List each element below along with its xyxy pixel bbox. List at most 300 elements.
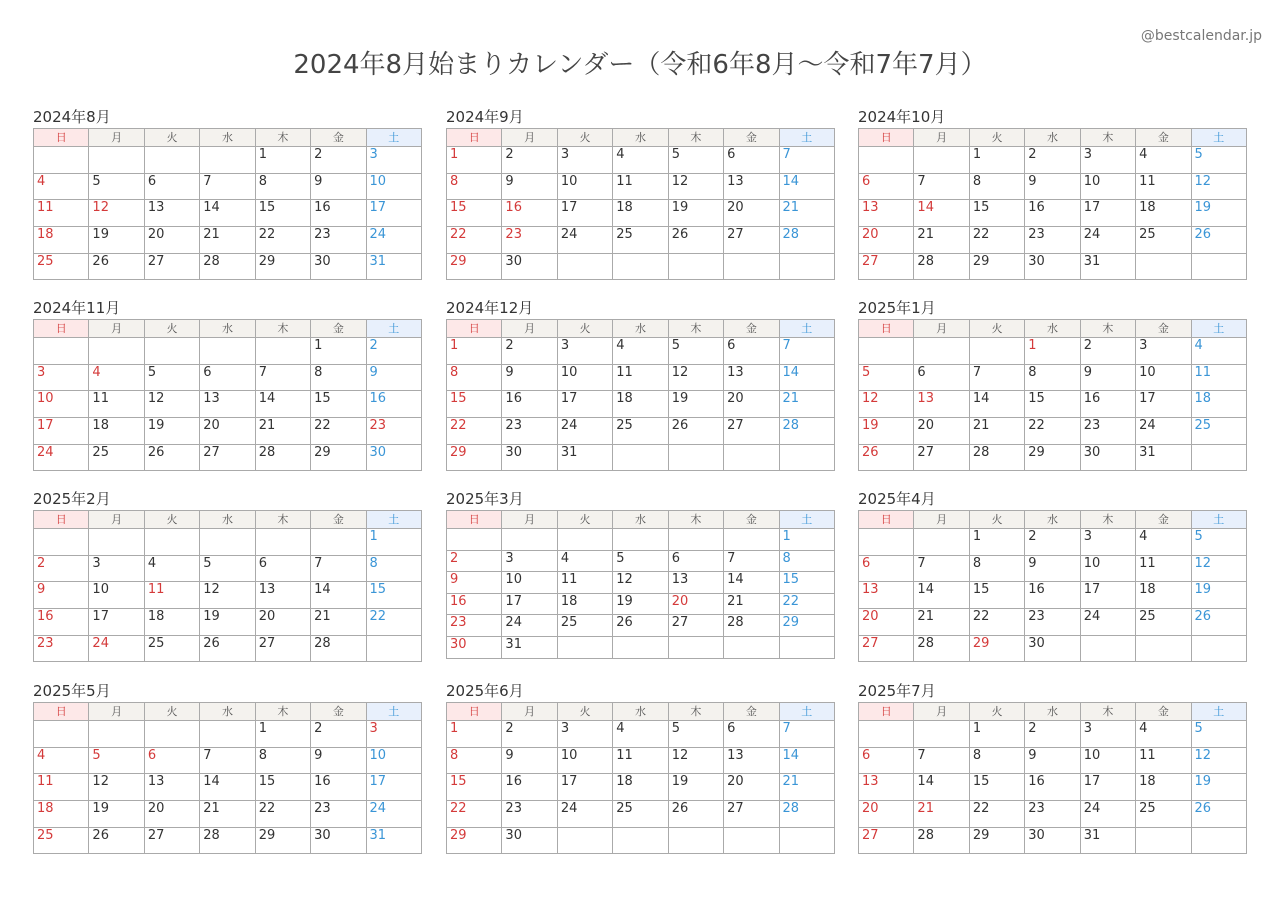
day-cell	[969, 338, 1024, 365]
weekday-header: 月	[89, 129, 144, 147]
month-calendar	[446, 106, 835, 280]
month-calendar	[33, 680, 422, 854]
day-cell: 10	[34, 391, 89, 418]
weekday-header: 土	[779, 320, 834, 338]
month-title: 2024年9月	[446, 108, 524, 126]
day-cell: 5	[144, 364, 199, 391]
day-cell: 27	[724, 801, 779, 828]
day-cell	[34, 338, 89, 365]
weekday-header: 日	[447, 703, 502, 721]
day-cell	[1191, 635, 1246, 662]
day-cell	[613, 827, 668, 854]
day-cell: 30	[447, 636, 502, 658]
month-title: 2025年7月	[858, 682, 936, 700]
day-cell: 18	[1136, 200, 1191, 227]
day-cell: 17	[1080, 200, 1135, 227]
day-cell: 17	[1080, 774, 1135, 801]
week-row	[34, 364, 422, 391]
day-cell: 20	[859, 609, 914, 636]
day-cell: 29	[447, 827, 502, 854]
day-cell: 22	[311, 418, 366, 445]
day-cell: 9	[1025, 747, 1080, 774]
day-cell: 13	[914, 391, 969, 418]
day-cell: 1	[311, 338, 366, 365]
day-cell: 22	[447, 227, 502, 254]
day-cell: 13	[724, 173, 779, 200]
day-cell: 25	[613, 801, 668, 828]
day-cell: 9	[311, 173, 366, 200]
day-cell: 11	[1136, 173, 1191, 200]
day-cell: 8	[969, 555, 1024, 582]
day-cell: 26	[144, 444, 199, 471]
day-cell: 21	[914, 801, 969, 828]
week-row	[447, 227, 835, 254]
day-cell: 25	[1136, 609, 1191, 636]
weekday-header: 火	[969, 320, 1024, 338]
day-cell: 30	[1025, 635, 1080, 662]
day-cell: 10	[89, 582, 144, 609]
day-cell: 6	[724, 338, 779, 365]
day-cell: 27	[914, 444, 969, 471]
day-cell: 9	[311, 747, 366, 774]
weekday-header: 土	[366, 511, 421, 529]
day-cell: 29	[255, 827, 310, 854]
week-row	[859, 227, 1247, 254]
month-calendar	[446, 680, 835, 854]
day-cell: 11	[613, 364, 668, 391]
day-cell	[779, 827, 834, 854]
day-cell: 14	[779, 747, 834, 774]
week-row	[34, 827, 422, 854]
day-cell: 10	[366, 747, 421, 774]
day-cell: 14	[914, 200, 969, 227]
day-cell: 29	[969, 827, 1024, 854]
day-cell: 28	[779, 227, 834, 254]
day-cell: 11	[557, 572, 612, 594]
weekday-header: 日	[447, 320, 502, 338]
day-cell: 25	[1191, 418, 1246, 445]
day-cell: 29	[779, 615, 834, 637]
weekday-header: 木	[1080, 129, 1135, 147]
day-cell: 21	[914, 227, 969, 254]
day-cell: 11	[89, 391, 144, 418]
day-cell: 28	[969, 444, 1024, 471]
day-cell: 10	[557, 173, 612, 200]
month-table	[858, 702, 1247, 854]
weekday-header: 日	[859, 320, 914, 338]
weekday-header: 土	[1191, 320, 1246, 338]
day-cell: 19	[89, 227, 144, 254]
week-row	[447, 253, 835, 280]
weekday-header: 火	[557, 129, 612, 147]
day-cell: 22	[1025, 418, 1080, 445]
week-row	[447, 721, 835, 748]
day-cell: 4	[1136, 529, 1191, 556]
day-cell: 30	[311, 827, 366, 854]
day-cell: 8	[969, 173, 1024, 200]
week-row	[34, 635, 422, 662]
day-cell: 3	[89, 555, 144, 582]
day-cell: 23	[1025, 609, 1080, 636]
day-cell: 5	[613, 550, 668, 572]
day-cell	[1136, 635, 1191, 662]
weekday-header: 土	[1191, 703, 1246, 721]
day-cell: 6	[724, 147, 779, 174]
day-cell: 7	[200, 747, 255, 774]
day-cell	[34, 529, 89, 556]
day-cell	[613, 636, 668, 658]
weekday-header: 金	[1136, 703, 1191, 721]
day-cell	[557, 253, 612, 280]
day-cell: 14	[311, 582, 366, 609]
day-cell: 23	[1025, 227, 1080, 254]
day-cell: 16	[502, 391, 557, 418]
weekday-header: 金	[1136, 320, 1191, 338]
day-cell: 21	[200, 801, 255, 828]
week-row	[447, 774, 835, 801]
day-cell: 4	[144, 555, 199, 582]
week-row	[859, 147, 1247, 174]
week-row	[34, 555, 422, 582]
month-title: 2025年3月	[446, 490, 524, 508]
week-row	[447, 593, 835, 615]
weekday-header: 月	[914, 320, 969, 338]
day-cell: 26	[1191, 227, 1246, 254]
day-cell: 5	[668, 338, 723, 365]
weekday-header: 土	[1191, 511, 1246, 529]
weekday-header: 火	[144, 129, 199, 147]
day-cell: 1	[447, 721, 502, 748]
day-cell: 12	[89, 200, 144, 227]
weekday-header: 日	[447, 129, 502, 147]
day-cell: 22	[447, 801, 502, 828]
day-cell: 4	[89, 364, 144, 391]
day-cell: 5	[1191, 721, 1246, 748]
day-cell: 6	[144, 173, 199, 200]
day-cell: 27	[724, 418, 779, 445]
weekday-header: 金	[311, 511, 366, 529]
day-cell: 24	[366, 801, 421, 828]
day-cell	[724, 253, 779, 280]
month-table	[33, 510, 422, 662]
weekday-header: 木	[668, 320, 723, 338]
day-cell: 29	[447, 444, 502, 471]
day-cell: 1	[255, 721, 310, 748]
weekday-header: 木	[1080, 703, 1135, 721]
day-cell: 24	[34, 444, 89, 471]
day-cell: 10	[1080, 747, 1135, 774]
day-cell: 7	[969, 364, 1024, 391]
week-row	[34, 253, 422, 280]
day-cell: 31	[557, 444, 612, 471]
month-title: 2025年6月	[446, 682, 524, 700]
day-cell: 31	[1136, 444, 1191, 471]
day-cell: 17	[34, 418, 89, 445]
day-cell: 28	[779, 418, 834, 445]
month-title: 2024年10月	[858, 108, 946, 126]
day-cell: 30	[366, 444, 421, 471]
day-cell: 8	[779, 550, 834, 572]
day-cell: 1	[1025, 338, 1080, 365]
weekday-header: 火	[144, 320, 199, 338]
day-cell: 3	[1136, 338, 1191, 365]
week-row	[447, 572, 835, 594]
day-cell	[557, 827, 612, 854]
day-cell: 15	[969, 582, 1024, 609]
weekday-header: 水	[1025, 320, 1080, 338]
month-table	[446, 510, 835, 659]
weekday-header: 日	[34, 511, 89, 529]
month-title: 2024年8月	[33, 108, 111, 126]
day-cell: 23	[502, 418, 557, 445]
day-cell: 7	[200, 173, 255, 200]
day-cell: 16	[1025, 774, 1080, 801]
day-cell: 3	[557, 338, 612, 365]
weekday-header: 月	[914, 703, 969, 721]
day-cell: 22	[969, 801, 1024, 828]
day-cell: 20	[200, 418, 255, 445]
day-cell: 24	[1080, 609, 1135, 636]
day-cell: 18	[613, 391, 668, 418]
month-table	[858, 510, 1247, 662]
day-cell: 5	[859, 364, 914, 391]
day-cell: 26	[668, 418, 723, 445]
day-cell	[34, 147, 89, 174]
day-cell	[613, 444, 668, 471]
week-row	[859, 721, 1247, 748]
day-cell: 27	[200, 444, 255, 471]
day-cell: 5	[1191, 529, 1246, 556]
day-cell: 3	[1080, 147, 1135, 174]
day-cell: 13	[200, 391, 255, 418]
weekday-header: 水	[200, 511, 255, 529]
day-cell	[859, 338, 914, 365]
day-cell: 2	[502, 338, 557, 365]
day-cell: 20	[144, 227, 199, 254]
day-cell: 11	[613, 173, 668, 200]
day-cell: 4	[613, 721, 668, 748]
day-cell: 25	[144, 635, 199, 662]
week-row	[859, 609, 1247, 636]
day-cell: 21	[311, 609, 366, 636]
day-cell: 10	[1080, 173, 1135, 200]
weekday-header: 水	[613, 320, 668, 338]
weekday-header: 日	[859, 511, 914, 529]
day-cell: 4	[557, 550, 612, 572]
day-cell: 15	[1025, 391, 1080, 418]
day-cell: 12	[668, 364, 723, 391]
day-cell: 7	[779, 721, 834, 748]
day-cell: 10	[557, 747, 612, 774]
week-row	[34, 774, 422, 801]
day-cell: 10	[502, 572, 557, 594]
weekday-header: 月	[89, 320, 144, 338]
weekday-header: 木	[668, 129, 723, 147]
day-cell: 26	[859, 444, 914, 471]
day-cell: 7	[914, 747, 969, 774]
weekday-header: 木	[668, 511, 723, 529]
month-title: 2024年12月	[446, 299, 534, 317]
weekday-header: 日	[859, 703, 914, 721]
day-cell	[255, 529, 310, 556]
week-row	[34, 529, 422, 556]
day-cell: 31	[502, 636, 557, 658]
day-cell: 21	[200, 227, 255, 254]
day-cell: 7	[724, 550, 779, 572]
day-cell	[200, 529, 255, 556]
day-cell: 2	[1080, 338, 1135, 365]
day-cell: 14	[724, 572, 779, 594]
day-cell: 25	[34, 827, 89, 854]
day-cell: 28	[255, 444, 310, 471]
week-row	[447, 338, 835, 365]
day-cell: 17	[502, 593, 557, 615]
day-cell: 2	[502, 721, 557, 748]
day-cell: 15	[366, 582, 421, 609]
day-cell: 25	[34, 253, 89, 280]
day-cell: 17	[366, 774, 421, 801]
day-cell: 5	[89, 173, 144, 200]
month-title: 2024年11月	[33, 299, 121, 317]
day-cell	[613, 253, 668, 280]
week-row	[34, 609, 422, 636]
day-cell: 4	[1191, 338, 1246, 365]
day-cell: 6	[859, 747, 914, 774]
day-cell: 29	[255, 253, 310, 280]
day-cell: 27	[668, 615, 723, 637]
day-cell: 30	[1025, 253, 1080, 280]
week-row	[34, 338, 422, 365]
weekday-header: 月	[502, 320, 557, 338]
day-cell: 17	[557, 774, 612, 801]
day-cell: 4	[1136, 147, 1191, 174]
day-cell: 1	[447, 147, 502, 174]
day-cell: 21	[969, 418, 1024, 445]
day-cell	[668, 827, 723, 854]
day-cell	[914, 529, 969, 556]
day-cell	[200, 338, 255, 365]
month-calendar	[33, 106, 422, 280]
day-cell: 8	[366, 555, 421, 582]
day-cell: 27	[859, 635, 914, 662]
day-cell: 31	[1080, 827, 1135, 854]
day-cell: 15	[311, 391, 366, 418]
month-table	[446, 319, 835, 471]
week-row	[447, 418, 835, 445]
week-row	[34, 444, 422, 471]
day-cell: 30	[502, 827, 557, 854]
day-cell: 12	[668, 747, 723, 774]
day-cell: 23	[1025, 801, 1080, 828]
day-cell: 20	[724, 200, 779, 227]
day-cell: 17	[557, 200, 612, 227]
day-cell	[914, 721, 969, 748]
weekday-header: 木	[668, 703, 723, 721]
day-cell: 27	[859, 253, 914, 280]
day-cell: 18	[89, 418, 144, 445]
weekday-header: 土	[779, 511, 834, 529]
weekday-header: 火	[144, 511, 199, 529]
day-cell	[89, 529, 144, 556]
day-cell: 26	[668, 227, 723, 254]
week-row	[859, 391, 1247, 418]
weekday-header: 日	[34, 129, 89, 147]
weekday-header: 土	[366, 320, 421, 338]
day-cell: 31	[366, 253, 421, 280]
day-cell: 12	[668, 173, 723, 200]
weekday-header: 火	[144, 703, 199, 721]
day-cell: 8	[447, 364, 502, 391]
weekday-header: 金	[724, 129, 779, 147]
day-cell	[724, 444, 779, 471]
week-row	[859, 555, 1247, 582]
day-cell: 13	[668, 572, 723, 594]
day-cell: 14	[779, 364, 834, 391]
day-cell: 15	[969, 774, 1024, 801]
week-row	[859, 582, 1247, 609]
week-row	[859, 253, 1247, 280]
week-row	[34, 391, 422, 418]
day-cell: 13	[255, 582, 310, 609]
day-cell: 13	[859, 582, 914, 609]
month-table	[858, 128, 1247, 280]
day-cell: 25	[613, 227, 668, 254]
day-cell: 23	[34, 635, 89, 662]
day-cell: 16	[1080, 391, 1135, 418]
day-cell: 26	[1191, 609, 1246, 636]
weekday-header: 火	[557, 703, 612, 721]
day-cell: 21	[724, 593, 779, 615]
week-row	[447, 391, 835, 418]
day-cell: 11	[1191, 364, 1246, 391]
day-cell	[1136, 253, 1191, 280]
day-cell: 28	[311, 635, 366, 662]
day-cell: 1	[366, 529, 421, 556]
day-cell	[724, 529, 779, 551]
day-cell: 4	[613, 147, 668, 174]
day-cell: 28	[200, 253, 255, 280]
day-cell: 4	[613, 338, 668, 365]
day-cell: 28	[200, 827, 255, 854]
weekday-header: 日	[34, 320, 89, 338]
day-cell	[1080, 635, 1135, 662]
weekday-header: 土	[779, 129, 834, 147]
day-cell: 12	[1191, 555, 1246, 582]
weekday-header: 水	[200, 320, 255, 338]
day-cell: 11	[34, 200, 89, 227]
weekday-header: 水	[1025, 511, 1080, 529]
weekday-header: 火	[969, 129, 1024, 147]
day-cell	[859, 529, 914, 556]
day-cell: 9	[447, 572, 502, 594]
day-cell: 28	[724, 615, 779, 637]
day-cell: 9	[1025, 173, 1080, 200]
day-cell: 7	[914, 555, 969, 582]
day-cell: 2	[447, 550, 502, 572]
day-cell: 21	[255, 418, 310, 445]
day-cell: 16	[311, 200, 366, 227]
day-cell: 24	[557, 801, 612, 828]
weekday-header: 月	[89, 703, 144, 721]
day-cell: 23	[311, 801, 366, 828]
day-cell	[200, 721, 255, 748]
day-cell: 7	[779, 147, 834, 174]
day-cell	[1136, 827, 1191, 854]
week-row	[447, 615, 835, 637]
day-cell: 30	[1080, 444, 1135, 471]
week-row	[34, 418, 422, 445]
week-row	[447, 747, 835, 774]
